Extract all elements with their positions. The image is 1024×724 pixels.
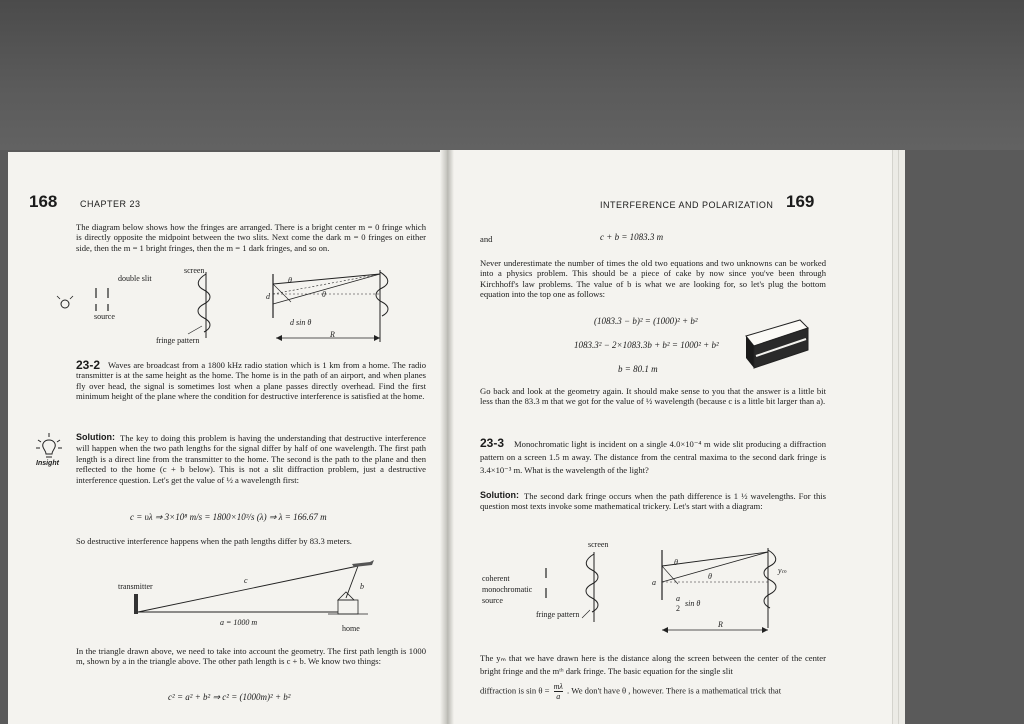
label-screen: screen: [588, 540, 609, 549]
chapter-header: INTERFERENCE AND POLARIZATION: [600, 200, 774, 210]
solution-heading: Solution:: [76, 432, 115, 442]
final-line-start: diffraction is sin θ =: [480, 685, 550, 696]
label-coherent: coherent: [482, 574, 510, 583]
label-b: b: [360, 582, 364, 591]
label-a-half-numerator: a: [676, 594, 680, 603]
label-source: source: [482, 596, 503, 605]
label-a-half-denominator: 2: [676, 604, 680, 613]
book-gutter: [440, 150, 454, 724]
label-R: R: [718, 620, 723, 629]
fraction-numerator: mλ: [553, 682, 563, 691]
solution-text: The key to doing this problem is having the understanding that destructive interference will happen when the two path lengths for the signal differ by half of one wavelength. The first path length is a direct line from the transmitter to the home. The second is the path to the plane and then reflected to the home (c + b below). This is not a slit diffraction problem, just a destructive interference question. Let's get the value of ½ a wavelength first:: [76, 433, 426, 485]
label-screen: screen: [184, 266, 205, 275]
lightbulb-icon: [34, 432, 64, 462]
cake-slice-icon: [742, 318, 812, 370]
label-theta: θ: [322, 290, 326, 299]
label-theta: θ: [674, 558, 678, 567]
result-equation: b = 80.1 m: [618, 364, 658, 374]
problem-text: Monochromatic light is incident on a single 4.0×10⁻⁴ m wide slit producing a diffraction pattern on a screen 1.5 m away. The distance from the central maxima to the second dark fringe is 3.4×10⁻³ m. What is the wavelength of the light?: [480, 439, 826, 475]
label-theta: θ: [288, 276, 292, 285]
triangle-paragraph: In the triangle drawn above, we need to take into account the geometry. The first path length is 1000 m, shown by a in the triangle above. The other path length is c + b. We know two things:: [76, 646, 426, 667]
label-double-slit: double slit: [118, 274, 152, 283]
page-number: 169: [786, 192, 815, 211]
intro-paragraph: The diagram below shows how the fringes are arranged. There is a bright center m = 0 fringe which is directly opposite the midpoint between the two slits. Next come the dark m = 0 fringes on either side, then the m = 1 bright fringes, then the m = 1 dark fringes, and so on.: [76, 222, 426, 253]
label-monochromatic: monochromatic: [482, 585, 533, 594]
substitution-equation: (1083.3 − b)² = (1000)² + b²: [594, 316, 698, 326]
label-d: d: [266, 292, 270, 301]
label-y-m: yₘ: [778, 566, 787, 575]
final-line-end: . We don't have θ , however. There is a mathematical trick that: [567, 685, 782, 696]
geometry-paragraph: Go back and look at the geometry again. It should make sense to you that the answer is a little bit less than the 83.3 m that we got for the value of ½ wavelength (because c is a little bit larger than a).: [480, 386, 826, 407]
problem-text: Waves are broadcast from a 1800 kHz radio station which is 1 km from a home. The radio transmitter is at the same height as the home. The home is in the path of an airport, and when planes fly over head, the signal is sometimes lost when a plane passes directly overhead. Find the first minimum height of the plane where the condition for destructive interference is satisfied at the home.: [76, 360, 426, 402]
left-page: [8, 152, 444, 724]
label-a: a = 1000 m: [220, 618, 258, 627]
wavelength-equation: c = υλ ⇒ 3×10⁸ m/s = 1800×10³/s (λ) ⇒ λ = 166.67 m: [130, 512, 327, 522]
label-home: home: [342, 624, 360, 633]
label-fringe-pattern: fringe pattern: [536, 610, 580, 619]
label-source: source: [94, 312, 115, 321]
final-equation-line: [480, 682, 781, 701]
label-sin-theta: sin θ: [685, 599, 701, 608]
pythagoras-equation: c² = a² + b² ⇒ c² = (1000m)² + b²: [168, 692, 291, 702]
label-R: R: [330, 330, 335, 339]
label-transmitter: transmitter: [118, 582, 153, 591]
fraction: [554, 682, 563, 701]
insight-label: Insight: [36, 460, 59, 467]
sum-equation: c + b = 1083.3 m: [600, 232, 664, 242]
chapter-title: CHAPTER 23: [80, 199, 141, 209]
label-a: a: [652, 578, 656, 587]
half-wavelength-text: So destructive interference happens when the path lengths differ by 83.3 meters.: [76, 536, 352, 546]
paragraph-two-equations: Never underestimate the number of times the old two equations and two unknowns can be worked into a physics problem. This should be a piece of cake by now since you've been through Kirchhoff's law problems. The value of b is what we are looking for, so let's plug the bottom equation into the top one as follows:: [480, 258, 826, 300]
problem-number: 23-2: [76, 358, 101, 372]
scan-background: [0, 0, 1024, 150]
expanded-equation: 1083.3² − 2×1083.3b + b² = 1000² + b²: [574, 340, 719, 350]
page-edge: [898, 150, 905, 724]
final-paragraph: The yₘ that we have drawn here is the distance along the screen between the center of the center bright fringe and the mᵗʰ dark fringe. The basic equation for the single slit: [480, 653, 826, 676]
solution-text: The second dark fringe occurs when the path difference is 1 ½ wavelengths. For this question most texts invoke some mathematical trickery. Let's start with a diagram:: [480, 491, 826, 512]
right-page: [450, 150, 892, 724]
label-c: c: [244, 576, 248, 585]
fraction-denominator: a: [556, 692, 561, 701]
label-d-sin-theta: d sin θ: [290, 318, 312, 327]
problem-number: 23-3: [480, 436, 505, 450]
and-word: and: [480, 234, 493, 244]
label-fringe-pattern: fringe pattern: [156, 336, 200, 345]
double-slit-drawing: [8, 268, 444, 358]
solution-heading: Solution:: [480, 490, 519, 500]
label-theta: θ: [708, 572, 712, 581]
page-number: 168: [29, 192, 58, 211]
single-slit-drawing: [450, 548, 892, 648]
